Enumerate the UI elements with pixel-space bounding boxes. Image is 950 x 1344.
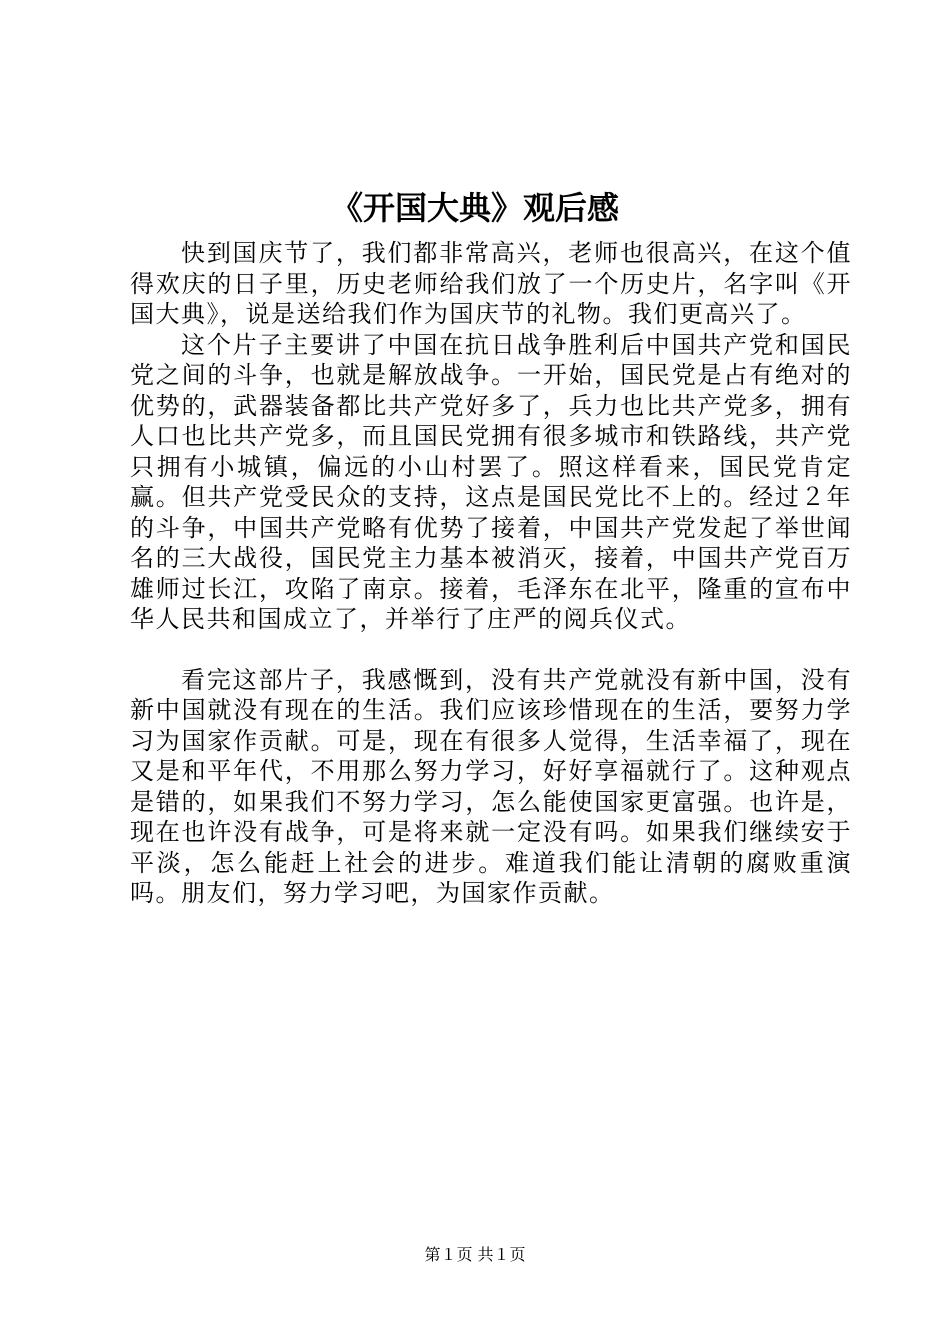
document-title: 《开国大典》观后感 bbox=[330, 189, 619, 227]
paragraph-film-summary: 这个片子主要讲了中国在抗日战争胜利后中国共产党和国民党之间的斗争，也就是解放战争。一开始，国民党是占有绝对的优势的，武器装备都比共产党好多了，兵力也比共产党多，拥有人口也比共产党多，而且国民党拥有很多城市和铁路线，共产党只拥有小城镇，偏远的小山村罢了。照这样看来，国民党肯定赢。但共产党受民众的支持，这点是国民党比不上的。经过２年的斗争，中国共产党略有优势了接着，中国共产党发起了举世闻名的三大战役，国民党主力基本被消灭，接着，中国共产党百万雄师过长江，攻陷了南京。接着，毛泽东在北平，隆重的宣布中华人民共和国成立了，并举行了庄严的阅兵仪式。 bbox=[130, 330, 852, 633]
paragraph-intro: 快到国庆节了，我们都非常高兴，老师也很高兴，在这个值得欢庆的日子里，历史老师给我们放了一个历史片，名字叫《开国大典》，说是送给我们作为国庆节的礼物。我们更高兴了。 bbox=[130, 239, 852, 328]
paragraph-reflection: 看完这部片子，我感慨到，没有共产党就没有新中国，没有新中国就没有现在的生活。我们应该珍惜现在的生活，要努力学习为国家作贡献。可是，现在有很多人觉得，生活幸福了，现在又是和平年代，不用那么努力学习，好好享福就行了。这种观点是错的，如果我们不努力学习，怎么能使国家更富强。也许是，现在也许没有战争，可是将来就一定没有吗。如果我们继续安于平淡，怎么能赶上社会的进步。难道我们能让清朝的腐败重演吗。朋友们，努力学习吧，为国家作贡献。 bbox=[130, 665, 852, 907]
document-body bbox=[130, 238, 852, 909]
page-number-footer: 第１页 共１页 bbox=[424, 1245, 526, 1264]
